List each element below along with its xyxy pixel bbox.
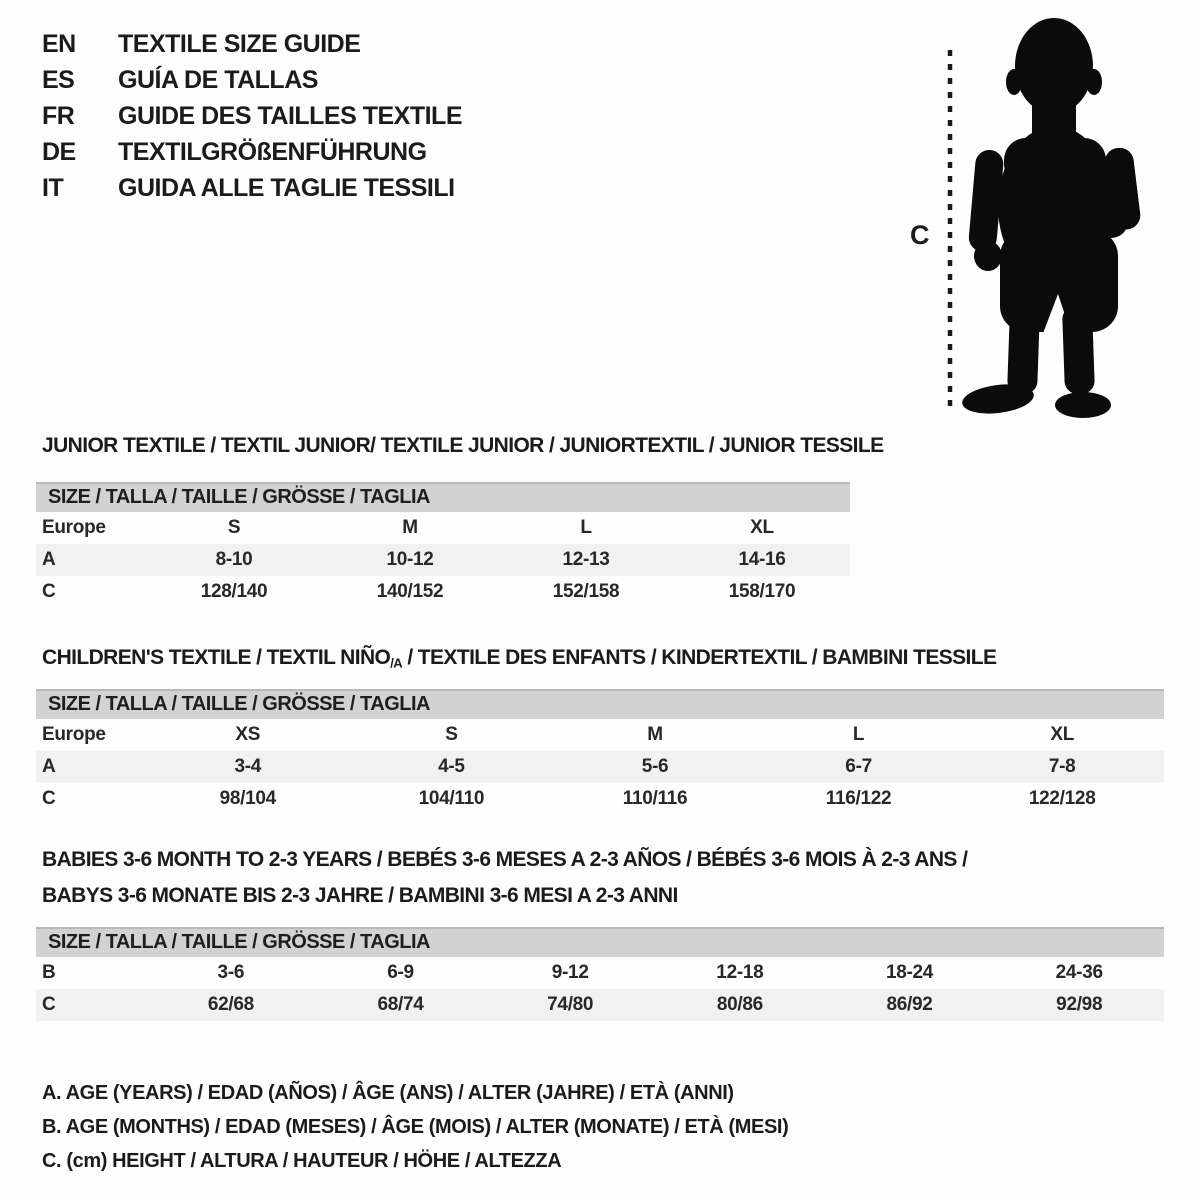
- table-header-row: [36, 719, 1164, 751]
- table-row-c: [36, 989, 1164, 1021]
- table-cell: 158/170: [728, 581, 796, 602]
- table-cell: 12-13: [562, 549, 610, 570]
- table-cell: 8-10: [215, 549, 253, 570]
- table-cell: 74/80: [547, 994, 594, 1015]
- toddler-ear-right: [1086, 69, 1102, 95]
- table-cell: 68/74: [377, 994, 424, 1015]
- size-column-header: XS: [235, 724, 261, 745]
- language-code: IT: [42, 174, 64, 202]
- table-cell: 12-18: [716, 962, 764, 983]
- guide-title-es: GUÍA DE TALLAS: [118, 66, 318, 94]
- table-cell: 80/86: [716, 994, 763, 1015]
- row-label: C: [42, 994, 56, 1015]
- table-row-c: [36, 783, 1164, 815]
- table-row-a: [36, 751, 1164, 783]
- children-title-prefix: CHILDREN'S TEXTILE / TEXTIL NIÑO: [42, 646, 391, 669]
- babies-size-table: [36, 927, 1164, 1021]
- guide-title-de: TEXTILGRÖßENFÜHRUNG: [118, 138, 427, 166]
- table-cell: 7-8: [1048, 756, 1076, 777]
- table-cell: 86/92: [886, 994, 933, 1015]
- language-title-block: [42, 26, 462, 206]
- size-header-bar: SIZE / TALLA / TAILLE / GRÖSSE / TAGLIA: [36, 482, 850, 512]
- guide-title-fr: GUIDE DES TAILLES TEXTILE: [118, 102, 463, 130]
- measurement-legend: [42, 1076, 788, 1178]
- table-cell: 9-12: [551, 962, 589, 983]
- row-label: C: [42, 581, 56, 602]
- language-row: [42, 26, 462, 62]
- language-row: [42, 134, 462, 170]
- toddler-arm-left: [968, 149, 1005, 253]
- table-cell: 92/98: [1056, 994, 1103, 1015]
- size-column-header: XL: [750, 517, 774, 538]
- table-cell: 152/158: [552, 581, 620, 602]
- size-column-header: L: [852, 724, 865, 745]
- babies-section-title-line2: BABYS 3-6 MONATE BIS 2-3 JAHRE / BAMBINI 3-6 MESI A 2-3 ANNI: [42, 884, 678, 907]
- table-cell: 128/140: [200, 581, 268, 602]
- table-cell: 104/110: [418, 788, 485, 809]
- language-row: [42, 98, 462, 134]
- table-cell: 24-36: [1055, 962, 1103, 983]
- toddler-silhouette: [961, 18, 1142, 418]
- region-label: Europe: [42, 724, 106, 745]
- size-column-header: XL: [1050, 724, 1075, 745]
- table-cell: 62/68: [207, 994, 254, 1015]
- table-cell: 98/104: [219, 788, 276, 809]
- legend-line-b: B. AGE (MONTHS) / EDAD (MESES) / ÂGE (MOIS) / ALTER (MONATE) / ETÀ (MESI): [42, 1116, 789, 1138]
- children-section-title: [42, 646, 996, 676]
- language-code: EN: [42, 30, 76, 58]
- language-code: ES: [42, 66, 75, 94]
- size-column-header: S: [227, 517, 241, 538]
- guide-title-en: TEXTILE SIZE GUIDE: [118, 30, 361, 58]
- height-label-c: C: [910, 220, 930, 250]
- toddler-foot-right: [1055, 392, 1111, 418]
- toddler-leg-left: [1007, 305, 1040, 394]
- legend-line-a: A. AGE (YEARS) / EDAD (AÑOS) / ÂGE (ANS) / ALTER (JAHRE) / ETÀ (ANNI): [42, 1082, 734, 1104]
- children-title-sub: /A: [390, 655, 403, 671]
- babies-section-title-line1: BABIES 3-6 MONTH TO 2-3 YEARS / BEBÉS 3-6 MESES A 2-3 AÑOS / BÉBÉS 3-6 MOIS À 2-3 ANS /: [42, 848, 968, 871]
- children-title-suffix: / TEXTILE DES ENFANTS / KINDERTEXTIL / BAMBINI TESSILE: [402, 646, 997, 669]
- guide-title-it: GUIDA ALLE TAGLIE TESSILI: [118, 174, 455, 202]
- row-label: B: [42, 962, 56, 983]
- size-column-header: L: [580, 517, 592, 538]
- language-code: FR: [42, 102, 75, 130]
- junior-section-title: JUNIOR TEXTILE / TEXTIL JUNIOR/ TEXTILE JUNIOR / JUNIORTEXTIL / JUNIOR TESSILE: [42, 434, 884, 457]
- size-header-bar: SIZE / TALLA / TAILLE / GRÖSSE / TAGLIA: [36, 689, 1164, 719]
- height-measure-figure: [896, 8, 1166, 422]
- table-row-b: [36, 957, 1164, 989]
- size-column-header: M: [647, 724, 663, 745]
- children-size-table: [36, 689, 1164, 815]
- size-column-header: M: [402, 517, 418, 538]
- table-cell: 10-12: [386, 549, 434, 570]
- table-cell: 110/116: [622, 788, 688, 809]
- table-header-row: [36, 512, 850, 544]
- junior-size-table: [36, 482, 850, 608]
- toddler-hand-left: [974, 241, 1002, 271]
- size-header-bar: SIZE / TALLA / TAILLE / GRÖSSE / TAGLIA: [36, 927, 1164, 957]
- table-cell: 3-4: [234, 756, 262, 777]
- table-cell: 18-24: [885, 962, 934, 983]
- toddler-leg-right: [1062, 305, 1095, 394]
- row-label: A: [42, 549, 56, 570]
- legend-line-c: C. (cm) HEIGHT / ALTURA / HAUTEUR / HÖHE / ALTEZZA: [42, 1150, 562, 1172]
- table-cell: 140/152: [376, 581, 444, 602]
- table-cell: 5-6: [641, 756, 669, 777]
- table-row-a: [36, 544, 850, 576]
- toddler-ear-left: [1006, 69, 1022, 95]
- region-label: Europe: [42, 517, 106, 538]
- table-cell: 4-5: [438, 756, 465, 777]
- table-cell: 116/122: [825, 788, 892, 809]
- language-row: [42, 62, 462, 98]
- size-column-header: S: [445, 724, 458, 745]
- table-cell: 6-9: [387, 962, 414, 983]
- row-label: A: [42, 756, 56, 777]
- table-cell: 14-16: [738, 549, 786, 570]
- table-cell: 6-7: [845, 756, 872, 777]
- table-cell: 3-6: [217, 962, 245, 983]
- language-code: DE: [42, 138, 76, 166]
- row-label: C: [42, 788, 56, 809]
- language-row: [42, 170, 462, 206]
- table-row-c: [36, 576, 850, 608]
- table-cell: 122/128: [1028, 788, 1096, 809]
